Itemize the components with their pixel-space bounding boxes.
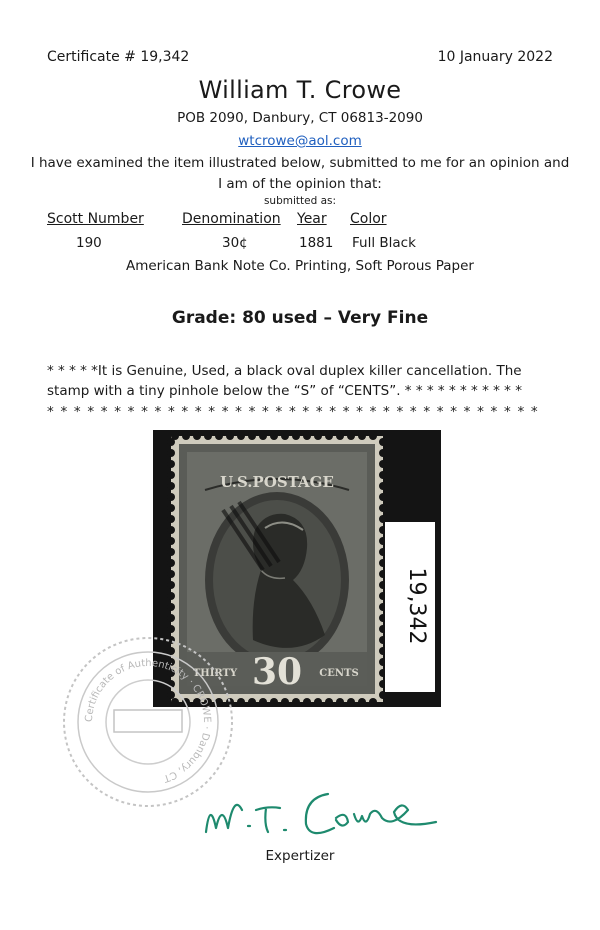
perforation-hole (369, 698, 377, 706)
perforation-hole (347, 432, 355, 440)
header-year: Year (297, 211, 327, 227)
intro-line-1: I have examined the item illustrated below, submitted to me for an opinion and (30, 155, 570, 171)
perforation-hole (167, 515, 175, 523)
perforation-hole (379, 482, 387, 490)
perforation-hole (358, 698, 366, 706)
stamp-value-numeral: 30 (251, 651, 303, 693)
perforation-hole (314, 432, 322, 440)
perforation-hole (237, 432, 245, 440)
perforation-hole (281, 698, 289, 706)
opinion-line-3: * * * * * * * * * * * * * * * * * * * * * * * * * * * * * * * * * * * * * (47, 404, 539, 420)
perforation-hole (167, 504, 175, 512)
opinion-line-1: * * * * *It is Genuine, Used, a black oval duplex killer cancellation. The (47, 363, 522, 379)
perforation-hole (369, 432, 377, 440)
expert-email (0, 133, 600, 149)
seal-text: Certificate of Authenticity · CROWE · Danbury, CT (83, 657, 213, 784)
perforation-hole (347, 698, 355, 706)
value-color: Full Black (352, 235, 416, 251)
perforation-hole (167, 493, 175, 501)
stamp-bottom-right: CENTS (319, 668, 359, 679)
signer-title: Expertizer (265, 848, 335, 864)
perforation-hole (379, 493, 387, 501)
perforation-hole (237, 698, 245, 706)
perforation-hole (204, 432, 212, 440)
perforation-hole (292, 432, 300, 440)
expert-name: William T. Crowe (198, 76, 402, 104)
perforation-hole (167, 570, 175, 578)
perforation-hole (303, 432, 311, 440)
perforation-hole (358, 432, 366, 440)
perforation-hole (167, 559, 175, 567)
grade: Grade: 80 used – Very Fine (171, 308, 429, 328)
stamp-top-text: U.S.POSTAGE (220, 473, 334, 491)
perforation-hole (182, 432, 190, 440)
perforation-hole (270, 432, 278, 440)
perforation-hole (226, 432, 234, 440)
opinion-line-2: stamp with a tiny pinhole below the “S” of “CENTS”. * * * * * * * * * * * (47, 383, 522, 399)
perforation-hole (281, 432, 289, 440)
perforation-hole (325, 698, 333, 706)
perforation-hole (325, 432, 333, 440)
perforation-hole (259, 432, 267, 440)
signature-stroke (206, 794, 436, 833)
expert-address: POB 2090, Danbury, CT 06813-2090 (177, 110, 423, 126)
certificate-number: Certificate # 19,342 (47, 49, 190, 65)
perforation-hole (167, 548, 175, 556)
perforation-hole (303, 698, 311, 706)
perforation-hole (248, 698, 256, 706)
perforation-hole (167, 537, 175, 545)
perforation-hole (167, 592, 175, 600)
header-color: Color (350, 211, 387, 227)
perforation-hole (167, 482, 175, 490)
perforation-hole (270, 698, 278, 706)
perforation-hole (379, 438, 387, 446)
perforation-hole (379, 515, 387, 523)
perforation-hole (292, 698, 300, 706)
perforation-hole (379, 449, 387, 457)
perforation-hole (167, 449, 175, 457)
perforation-hole (167, 471, 175, 479)
perforation-hole (167, 526, 175, 534)
tag-number: 19,342 (404, 567, 429, 645)
value-denomination: 30¢ (222, 235, 248, 251)
perforation-hole (167, 438, 175, 446)
email-link[interactable]: wtcrowe@aol.com (238, 133, 362, 149)
submitted-as-label: submitted as: (263, 195, 337, 207)
perforation-hole (336, 698, 344, 706)
header-scott-number: Scott Number (47, 211, 144, 227)
perforation-hole (379, 504, 387, 512)
perforation-hole (259, 698, 267, 706)
perforation-hole (379, 471, 387, 479)
intro-line-2: I am of the opinion that: (218, 176, 382, 192)
perforation-hole (379, 460, 387, 468)
stamp-bottom-left: THIRTY (192, 668, 238, 679)
svg-text:Certificate of Authenticity · (84, 658, 212, 784)
certificate-date: 10 January 2022 (437, 49, 553, 65)
perforation-hole (336, 432, 344, 440)
perforation-hole (379, 691, 387, 699)
printing-details: American Bank Note Co. Printing, Soft Porous Paper (125, 258, 474, 274)
value-scott-number: 190 (76, 235, 102, 251)
perforation-hole (167, 581, 175, 589)
perforation-hole (167, 460, 175, 468)
perforation-hole (167, 614, 175, 622)
perforation-hole (215, 432, 223, 440)
perforation-hole (193, 432, 201, 440)
perforation-hole (248, 432, 256, 440)
signature (198, 780, 448, 850)
perforation-hole (167, 603, 175, 611)
value-year: 1881 (299, 235, 334, 251)
header-denomination: Denomination (182, 211, 281, 227)
perforation-hole (314, 698, 322, 706)
